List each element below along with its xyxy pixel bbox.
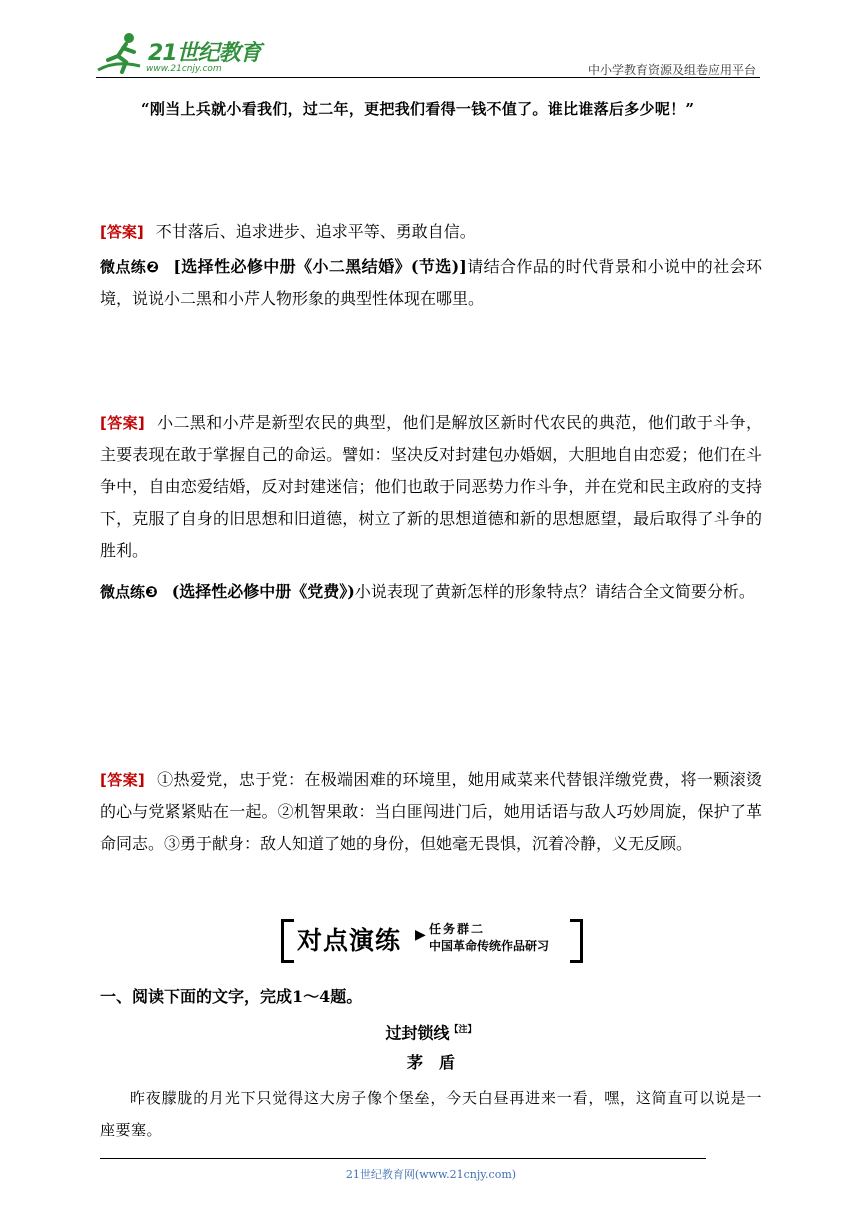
answer-1-text: 不甘落后、追求进步、追求平等、勇敢自信。	[155, 222, 476, 241]
question-2-text: 请结合作品的时代背景和小说中的社会环境，说说小二黑和小芹人物形象的典型性体现在哪里。	[100, 257, 762, 308]
answer-2	[100, 407, 762, 567]
footer-divider	[100, 1158, 706, 1159]
answer-2-text: 小二黑和小芹是新型农民的典型，他们是解放区新时代农民的典范，他们敢于斗争，主要表现在敢于掌握自己的命运。譬如：坚决反对封建包办婚姻，大胆地自由恋爱；他们在斗争中，自由恋爱结婚，反对封建迷信；他们也敢于同恶势力作斗争，并在党和民主政府的支持下，克服了自身的旧思想和旧道德，树立了新的思想道德和新的思想愿望，最后取得了斗争的胜利。	[100, 413, 762, 560]
answer-1	[100, 216, 762, 248]
banner-subtitle-1: 任务群二	[429, 922, 486, 936]
question-3-tag: 微点练❸	[100, 583, 158, 601]
play-arrow-icon: ▶	[415, 927, 426, 943]
platform-name: 中小学教育资源及组卷应用平台	[587, 63, 756, 77]
answer-label: [答案]	[100, 414, 145, 432]
article-note-mark: 【注】	[449, 1025, 477, 1035]
logo-brand: 21世纪教育	[148, 41, 261, 66]
question-2-tag: 微点练❷	[100, 258, 160, 276]
question-3	[100, 576, 762, 608]
header-divider	[96, 77, 760, 78]
question-3-text: 小说表现了黄新怎样的形象特点？请结合全文简要分析。	[354, 582, 755, 601]
article-first-paragraph: 昨夜朦胧的月光下只觉得这大房子像个堡垒，今天白昼再进来一看，嘿，这简直可以说是一座要塞。	[100, 1089, 762, 1139]
article-author: 茅 盾	[406, 1053, 455, 1072]
question-3-source: (选择性必修中册《党费》)	[171, 582, 355, 601]
section-banner	[281, 919, 583, 959]
answer-label: [答案]	[100, 771, 145, 789]
page-header	[96, 30, 760, 78]
runner-logo-icon	[96, 30, 150, 76]
answer-3-text: ①热爱党，忠于党：在极端困难的环境里，她用咸菜来代替银洋缴党费，将一颗滚烫的心与党紧紧贴在一起。②机智果敢：当白匪闯进门后，她用话语与敌人巧妙周旋，保护了革命同志。③勇于献身：敌人知道了她的身份，但她毫无畏惧，沉着冷静，义无反顾。	[100, 770, 762, 853]
question-2	[100, 251, 762, 315]
quote-line: “刚当上兵就小看我们，过二年，更把我们看得一钱不值了。谁比谁落后多少呢！”	[141, 100, 695, 118]
left-bracket	[281, 919, 294, 963]
question-2-source: [选择性必修中册《小二黑结婚》(节选)]	[173, 257, 467, 276]
footer-link[interactable]: 21世纪教育网(www.21cnjy.com)	[345, 1168, 517, 1181]
banner-title: 对点演练	[297, 926, 402, 955]
logo-domain: www.21cnjy.com	[146, 64, 222, 74]
right-bracket	[570, 919, 583, 963]
site-logo[interactable]	[96, 30, 266, 78]
article-title-text: 过封锁线	[385, 1023, 450, 1043]
article-title	[100, 1014, 762, 1049]
banner-subtitle-2: 中国革命传统作品研习	[429, 939, 550, 953]
answer-label: [答案]	[100, 223, 144, 241]
answer-3	[100, 764, 762, 860]
section-heading: 一、阅读下面的文字，完成1～4题。	[100, 987, 363, 1006]
